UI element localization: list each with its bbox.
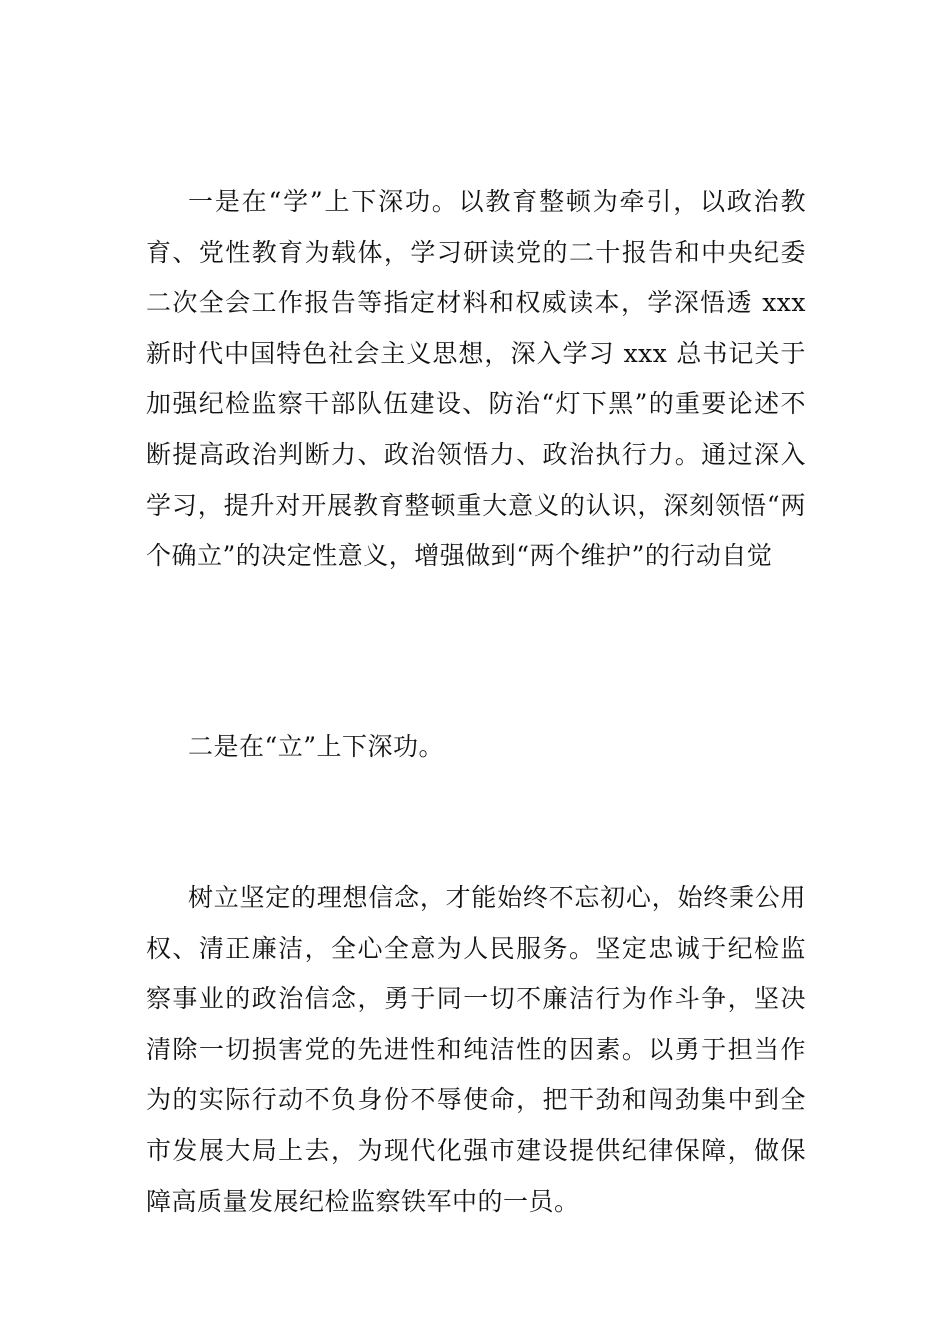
paragraph-ideals: 树立坚定的理想信念，才能始终不忘初心，始终秉公用权、清正廉洁，全心全意为人民服务。坚定忠诚于纪检监察事业的政治信念，勇于同一切不廉洁行为作斗争，坚决清除一切损害党的先进性和纯洁性的因素。以勇于担当作为的实际行动不负身份不辱使命，把干劲和闯劲集中到全市发展大局上去，为现代化强市建设提供纪律保障，做保障高质量发展纪检监察铁军中的一员。	[146, 883, 806, 1216]
paragraph-establish-heading: 二是在“立”上下深功。	[188, 732, 445, 761]
paragraph-study: 一是在“学”上下深功。以教育整顿为牵引，以政治教育、党性教育为载体，学习研读党的二十报告和中央纪委二次全会工作报告等指定材料和权威读本，学深悟透 xxx 新时代中国特色社会主义思想，深入学习 xxx 总书记关于加强纪检监察干部队伍建设、防治“灯下黑”的重要论述不断提高政治判断力、政治领悟力、政治执行力。通过深入学习，提升对开展教育整顿重大意义的认识，深刻领悟“两个确立”的决定性意义，增强做到“两个维护”的行动自觉	[146, 187, 806, 571]
